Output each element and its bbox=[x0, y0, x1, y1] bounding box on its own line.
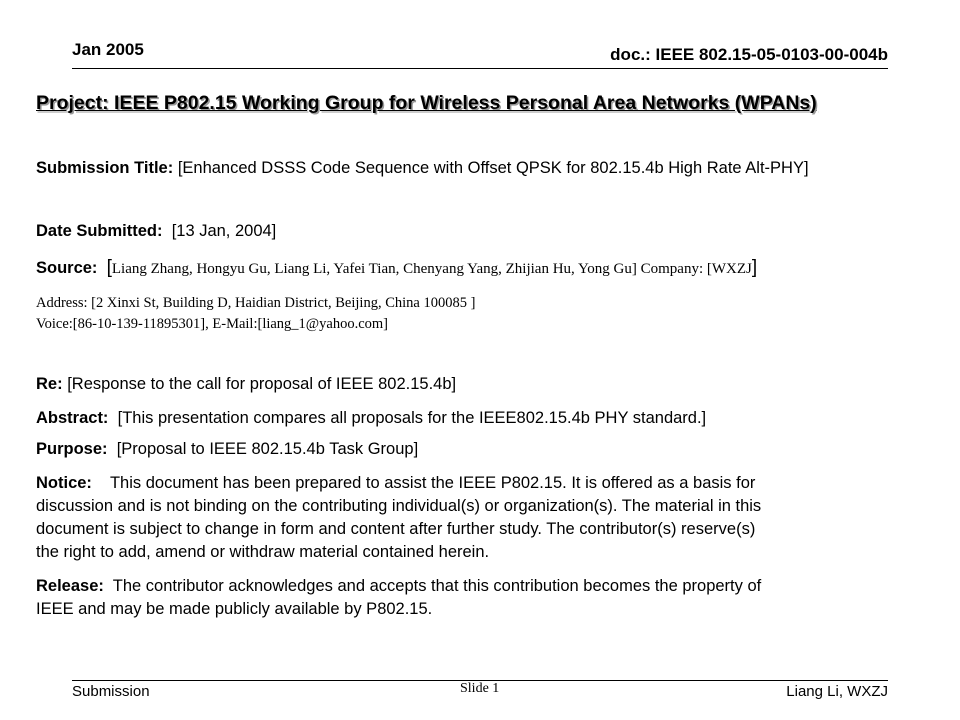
source-bracket-open: [ bbox=[106, 257, 112, 278]
date-submitted-label: Date Submitted: bbox=[36, 222, 163, 240]
release-label: Release: bbox=[36, 577, 104, 595]
submission-title-block bbox=[36, 157, 921, 180]
release-line-2: IEEE and may be made publicly available by P802.15. bbox=[36, 600, 433, 618]
footer-right: Liang Li, WXZJ bbox=[786, 683, 888, 700]
source-address: Address: [2 Xinxi St, Building D, Haidian District, Beijing, China 100085 ] bbox=[36, 295, 476, 311]
release-line-1: The contributor acknowledges and accepts that this contribution becomes the property of bbox=[112, 577, 762, 595]
date-submitted-block bbox=[36, 220, 921, 243]
source-bracket-close: ] bbox=[751, 257, 758, 278]
notice-line-2: discussion and is not binding on the contributing individual(s) or organization(s). The material in this bbox=[36, 497, 762, 515]
footer-left: Submission bbox=[72, 683, 150, 700]
purpose-block bbox=[36, 438, 921, 461]
notice-block bbox=[36, 472, 921, 564]
abstract-value: [This presentation compares all proposals for the IEEE802.15.4b PHY standard.] bbox=[117, 409, 707, 427]
purpose-label: Purpose: bbox=[36, 440, 108, 458]
re-block bbox=[36, 373, 921, 396]
date-submitted-value: [13 Jan, 2004] bbox=[171, 222, 277, 240]
footer-slide-number: Slide 1 bbox=[460, 681, 500, 696]
re-label: Re: bbox=[36, 375, 63, 393]
notice-label: Notice: bbox=[36, 474, 92, 492]
source-label: Source: bbox=[36, 259, 98, 277]
notice-line-3: document is subject to change in form and content after further study. The contributor(s) reserve(s) bbox=[36, 520, 756, 538]
header-rule bbox=[72, 68, 888, 69]
notice-line-4: the right to add, amend or withdraw material contained herein. bbox=[36, 543, 490, 561]
abstract-label: Abstract: bbox=[36, 409, 109, 427]
page-title: Project: IEEE P802.15 Working Group for Wireless Personal Area Networks (WPANs) bbox=[36, 92, 817, 114]
abstract-block bbox=[36, 407, 921, 430]
notice-line-1: This document has been prepared to assist the IEEE P802.15. It is offered as a basis for bbox=[109, 474, 756, 492]
purpose-value: [Proposal to IEEE 802.15.4b Task Group] bbox=[116, 440, 419, 458]
source-block bbox=[36, 256, 921, 281]
source-contact: Voice:[86-10-139-11895301], E-Mail:[liang_1@yahoo.com] bbox=[36, 316, 389, 332]
re-value: [Response to the call for proposal of IEEE 802.15.4b] bbox=[67, 375, 457, 393]
source-value: Liang Zhang, Hongyu Gu, Liang Li, Yafei Tian, Chenyang Yang, Zhijian Hu, Yong Gu] Company: [WXZJ bbox=[111, 261, 752, 277]
submission-title-label: Submission Title: bbox=[36, 159, 174, 177]
header-doc-id: doc.: IEEE 802.15-05-0103-00-004b bbox=[610, 45, 888, 64]
release-block bbox=[36, 575, 921, 621]
submission-title-value: [Enhanced DSSS Code Sequence with Offset QPSK for 802.15.4b High Rate Alt-PHY] bbox=[177, 159, 809, 177]
header-date: Jan 2005 bbox=[72, 40, 144, 59]
